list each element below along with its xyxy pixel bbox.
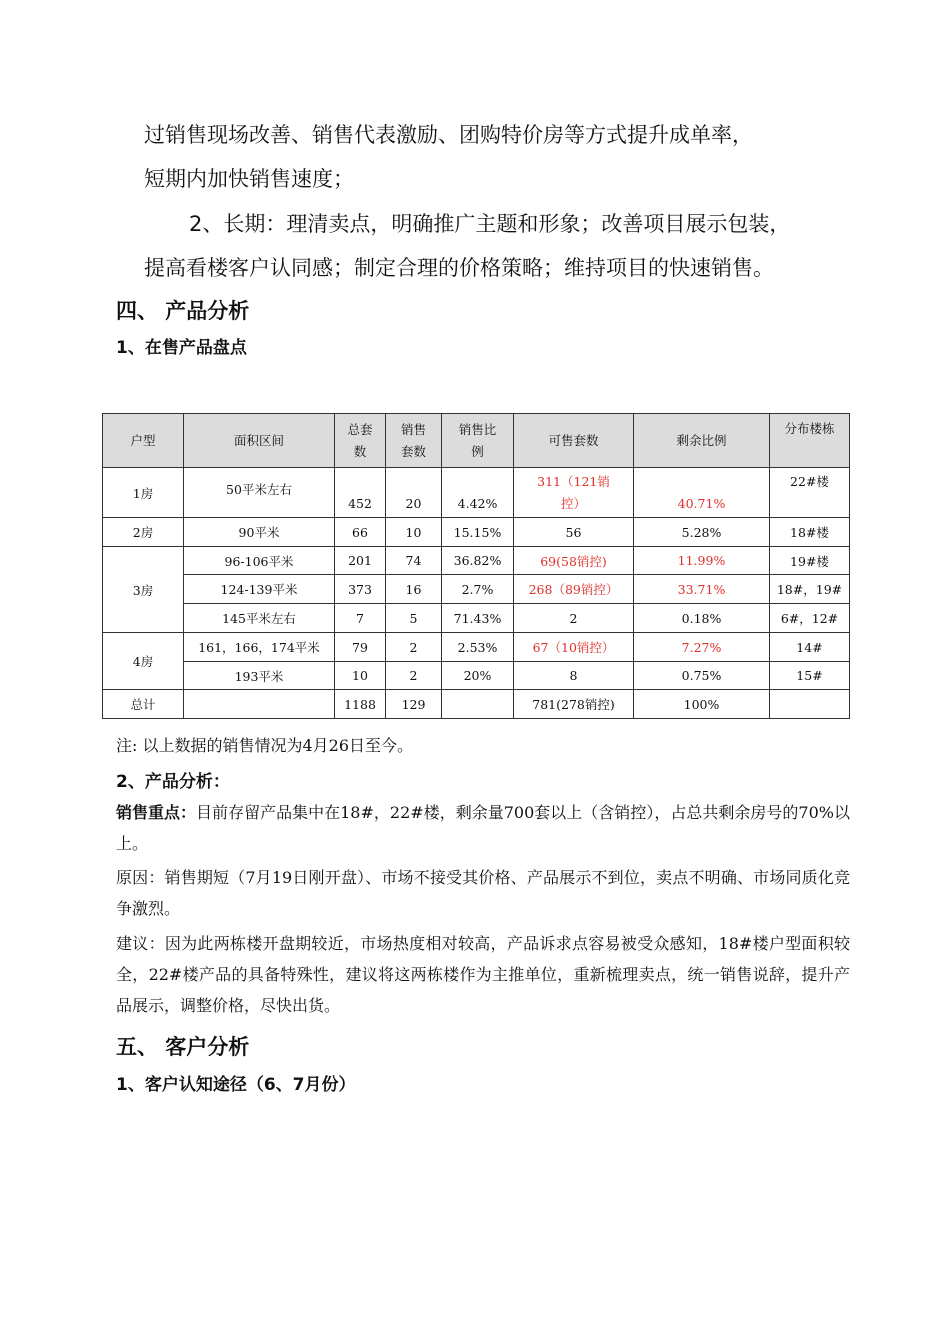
cell-available: 311（121销控） — [514, 468, 634, 518]
cell-remain-ratio: 5.28% — [634, 518, 770, 547]
cell-type: 1房 — [103, 468, 184, 518]
cell-total: 201 — [335, 547, 386, 575]
table-row — [103, 575, 850, 604]
intro-line-4: 提高看楼客户认同感；制定合理的价格策略；维持项目的快速销售。 — [144, 256, 774, 280]
cell-type: 2房 — [103, 518, 184, 547]
cell-sold: 74 — [386, 547, 442, 575]
cell-sold-ratio: 4.42% — [442, 468, 514, 518]
cell-sold: 5 — [386, 604, 442, 633]
cell-total: 66 — [335, 518, 386, 547]
cell-remain-ratio: 33.71% — [634, 575, 770, 604]
section-4-title: 四、 产品分析 — [116, 299, 250, 323]
cell-available: 781(278销控) — [514, 690, 634, 719]
intro-line-2: 短期内加快销售速度； — [144, 167, 354, 191]
table-note: 注: 以上数据的销售情况为4月26日至今。 — [116, 736, 414, 755]
cell-total: 452 — [335, 468, 386, 518]
cell-remain-ratio: 11.99% — [634, 547, 770, 575]
intro-line-3: 2、长期：理清卖点，明确推广主题和形象；改善项目展示包装， — [189, 212, 791, 236]
table-row — [103, 547, 850, 575]
header-available: 可售套数 — [514, 414, 634, 468]
cell-remain-ratio: 0.18% — [634, 604, 770, 633]
header-area: 面积区间 — [184, 414, 335, 468]
cell-sold-ratio: 20% — [442, 662, 514, 690]
focus-label: 销售重点： — [116, 803, 197, 822]
cell-type: 3房 — [103, 547, 184, 633]
cell-area: 145平米左右 — [184, 604, 335, 633]
cell-available: 268（89销控） — [514, 575, 634, 604]
cell-buildings: 15# — [770, 662, 850, 690]
cell-remain-ratio: 7.27% — [634, 633, 770, 662]
cell-area: 124-139平米 — [184, 575, 335, 604]
table-row — [103, 518, 850, 547]
cell-sold-ratio — [442, 690, 514, 719]
header-buildings: 分布楼栋 — [770, 414, 850, 468]
table-row — [103, 662, 850, 690]
table-row — [103, 604, 850, 633]
cell-sold-ratio: 36.82% — [442, 547, 514, 575]
cell-buildings: 18#，19# — [770, 575, 850, 604]
cell-available: 69(58销控) — [514, 547, 634, 575]
cell-area: 50平米左右 — [184, 468, 335, 518]
table-header-row — [103, 414, 850, 468]
header-type: 户型 — [103, 414, 184, 468]
cell-total: 79 — [335, 633, 386, 662]
analysis-focus — [116, 797, 850, 859]
cell-remain-ratio: 40.71% — [634, 468, 770, 518]
section-4-subtitle: 1、在售产品盘点 — [116, 338, 247, 358]
cell-area: 161，166，174平米 — [184, 633, 335, 662]
cell-type: 4房 — [103, 633, 184, 690]
header-total: 总套数 — [335, 414, 386, 468]
cell-available: 56 — [514, 518, 634, 547]
focus-text: 目前存留产品集中在18#，22#楼，剩余量700套以上（含销控），占总共剩余房号的70%以上。 — [116, 803, 850, 853]
cell-buildings: 14# — [770, 633, 850, 662]
analysis-title: 2、产品分析： — [116, 772, 230, 792]
cell-area: 90平米 — [184, 518, 335, 547]
analysis-suggestion: 建议：因为此两栋楼开盘期较近，市场热度相对较高，产品诉求点容易被受众感知，18#楼户型面积较全，22#楼产品的具备特殊性，建议将这两栋楼作为主推单位，重新梳理卖点，统一销售说辞，提升产品展示，调整价格，尽快出货。 — [116, 934, 850, 1015]
cell-available: 8 — [514, 662, 634, 690]
cell-remain-ratio: 0.75% — [634, 662, 770, 690]
table-row — [103, 633, 850, 662]
table-row — [103, 468, 850, 518]
cell-area: 193平米 — [184, 662, 335, 690]
cell-sold-ratio: 71.43% — [442, 604, 514, 633]
cell-available: 2 — [514, 604, 634, 633]
cell-remain-ratio: 100% — [634, 690, 770, 719]
cell-total: 373 — [335, 575, 386, 604]
section-5-title: 五、 客户分析 — [116, 1035, 250, 1059]
cell-sold-ratio: 15.15% — [442, 518, 514, 547]
intro-line-1: 过销售现场改善、销售代表激励、团购特价房等方式提升成单率， — [144, 123, 753, 147]
cell-sold-ratio: 2.53% — [442, 633, 514, 662]
cell-area — [184, 690, 335, 719]
cell-sold: 10 — [386, 518, 442, 547]
header-sold-ratio: 销售比例 — [442, 414, 514, 468]
header-remain-ratio: 剩余比例 — [634, 414, 770, 468]
cell-sold: 129 — [386, 690, 442, 719]
cell-total: 10 — [335, 662, 386, 690]
cell-sold: 20 — [386, 468, 442, 518]
cell-sold: 16 — [386, 575, 442, 604]
cell-sold: 2 — [386, 633, 442, 662]
cell-buildings: 18#楼 — [770, 518, 850, 547]
cell-sold-ratio: 2.7% — [442, 575, 514, 604]
cell-type: 总计 — [103, 690, 184, 719]
analysis-reason: 原因：销售期短（7月19日刚开盘）、市场不接受其价格、产品展示不到位，卖点不明确、市场同质化竞争激烈。 — [116, 868, 850, 918]
cell-buildings: 19#楼 — [770, 547, 850, 575]
cell-total: 1188 — [335, 690, 386, 719]
cell-sold: 2 — [386, 662, 442, 690]
cell-buildings: 6#，12# — [770, 604, 850, 633]
header-sold: 销售套数 — [386, 414, 442, 468]
table-total-row — [103, 690, 850, 719]
cell-buildings: 22#楼 — [770, 468, 850, 518]
cell-area: 96-106平米 — [184, 547, 335, 575]
cell-buildings — [770, 690, 850, 719]
inventory-table — [102, 413, 850, 719]
section-5-subtitle: 1、客户认知途径（6、7月份） — [116, 1075, 356, 1095]
cell-available: 67（10销控） — [514, 633, 634, 662]
cell-total: 7 — [335, 604, 386, 633]
